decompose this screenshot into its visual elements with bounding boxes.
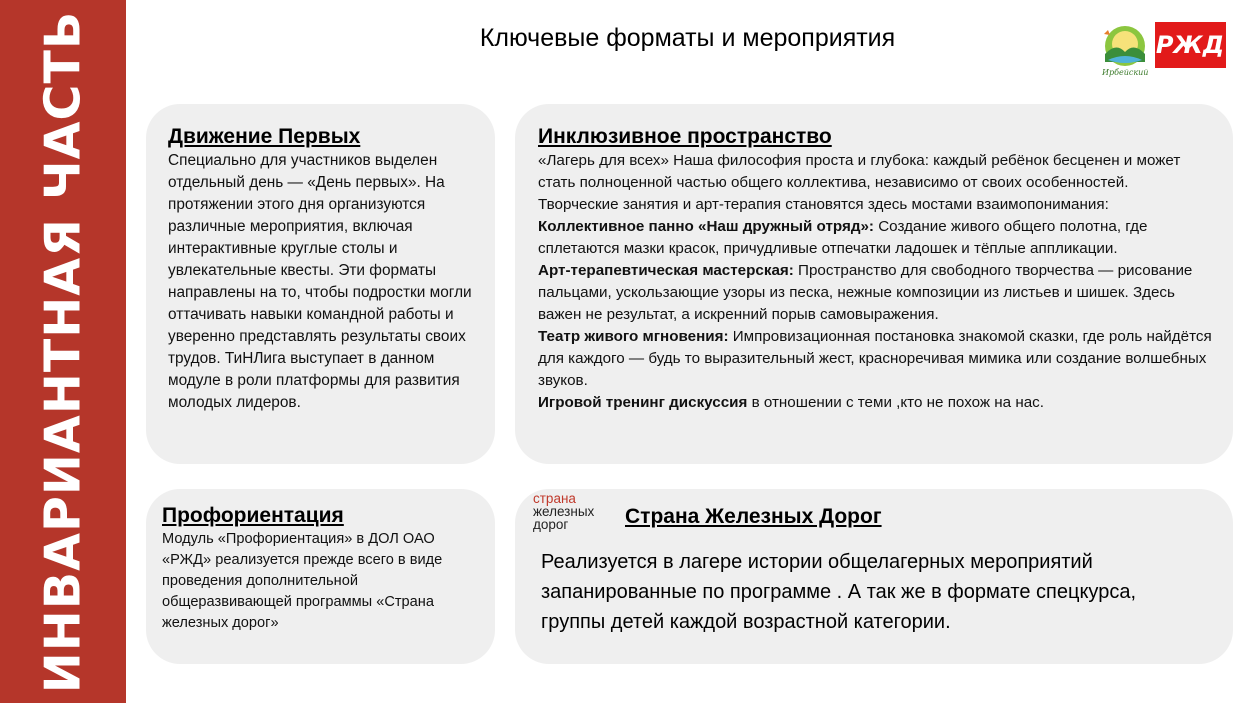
card2-item: Игровой тренинг дискуссия в отношении с теми ,кто не похож на нас. — [538, 394, 1044, 412]
logo-line: дорог — [533, 517, 569, 532]
card-proforientation — [146, 489, 495, 664]
camp-logo — [1096, 22, 1152, 82]
card-strana-zheleznyh-dorog — [515, 489, 1233, 664]
camp-logo-caption: Ирбейский — [1102, 68, 1149, 77]
card1-heading: Движение Первых — [168, 125, 361, 148]
sidebar-label: ИНВАРИАНТНАЯ ЧАСТЬ — [34, 10, 92, 694]
card4-heading: Страна Железных Дорог — [625, 505, 882, 528]
logo-line: железных — [533, 504, 595, 519]
card3-heading: Профориентация — [162, 504, 344, 527]
logo-line: страна — [533, 491, 576, 506]
rzd-logo — [1155, 22, 1226, 68]
card2-intro: «Лагерь для всех» Наша философия проста и глубока: каждый ребёнок бесценен и может стать полноценной частью общего коллектива, независимо от своих особенностей. — [538, 152, 1181, 192]
card2-item: Арт-терапевтическая мастерская: Пространство для свободного творчества — рисование пальцами, ускользающие узоры из песка, нежные композиции из листьев и шишек. Здесь важен не результат, а искренний порыв самовыражения. — [538, 262, 1193, 324]
card-inclusive-space — [515, 104, 1233, 464]
rzd-logo-icon — [1155, 22, 1226, 68]
strana-zheleznyh-dorog-logo — [533, 492, 594, 531]
card-dvizhenie-pervyh — [146, 104, 495, 464]
svg-text:РЖД: РЖД — [1155, 31, 1225, 59]
sidebar-band — [0, 0, 126, 703]
card1-body: Специально для участников выделен отдельный день — «День первых». На протяжении этого дня организуются различные мероприятия, включая интерактивные круглые столы и увлекательные квесты. Эти форматы направлены на то, чтобы подростки могли оттачивать навыки командной работы и уверенно представлять результаты своих трудов. ТиНЛига выступает в данном модуле в роли платформы для развития молодых лидеров. — [168, 152, 472, 412]
card2-item: Театр живого мгновения: Импровизационная постановка знакомой сказки, где роль найдётся для каждого — будь то выразительный жест, красноречивая мимика или создание волшебных звуков. — [538, 328, 1212, 390]
card2-lead: Творческие занятия и арт-терапия становятся здесь мостами взаимопонимания: — [538, 196, 1109, 214]
slide-title: Ключевые форматы и мероприятия — [479, 24, 896, 52]
card2-item: Коллективное панно «Наш дружный отряд»: Создание живого общего полотна, где сплетаются мазки красок, причудливые отпечатки ладошек и тёплые аппликации. — [538, 218, 1148, 258]
card3-body: Модуль «Профориентация» в ДОЛ ОАО «РЖД» реализуется прежде всего в виде проведения дополнительной общеразвивающей программы «Страна железных дорог» — [162, 531, 443, 632]
card4-body: Реализуется в лагере истории общелагерных мероприятий запанированные по программе . А так же в формате спецкурса, группы детей каждой возрастной категории. — [541, 551, 1137, 633]
card2-heading: Инклюзивное пространство — [538, 125, 832, 148]
